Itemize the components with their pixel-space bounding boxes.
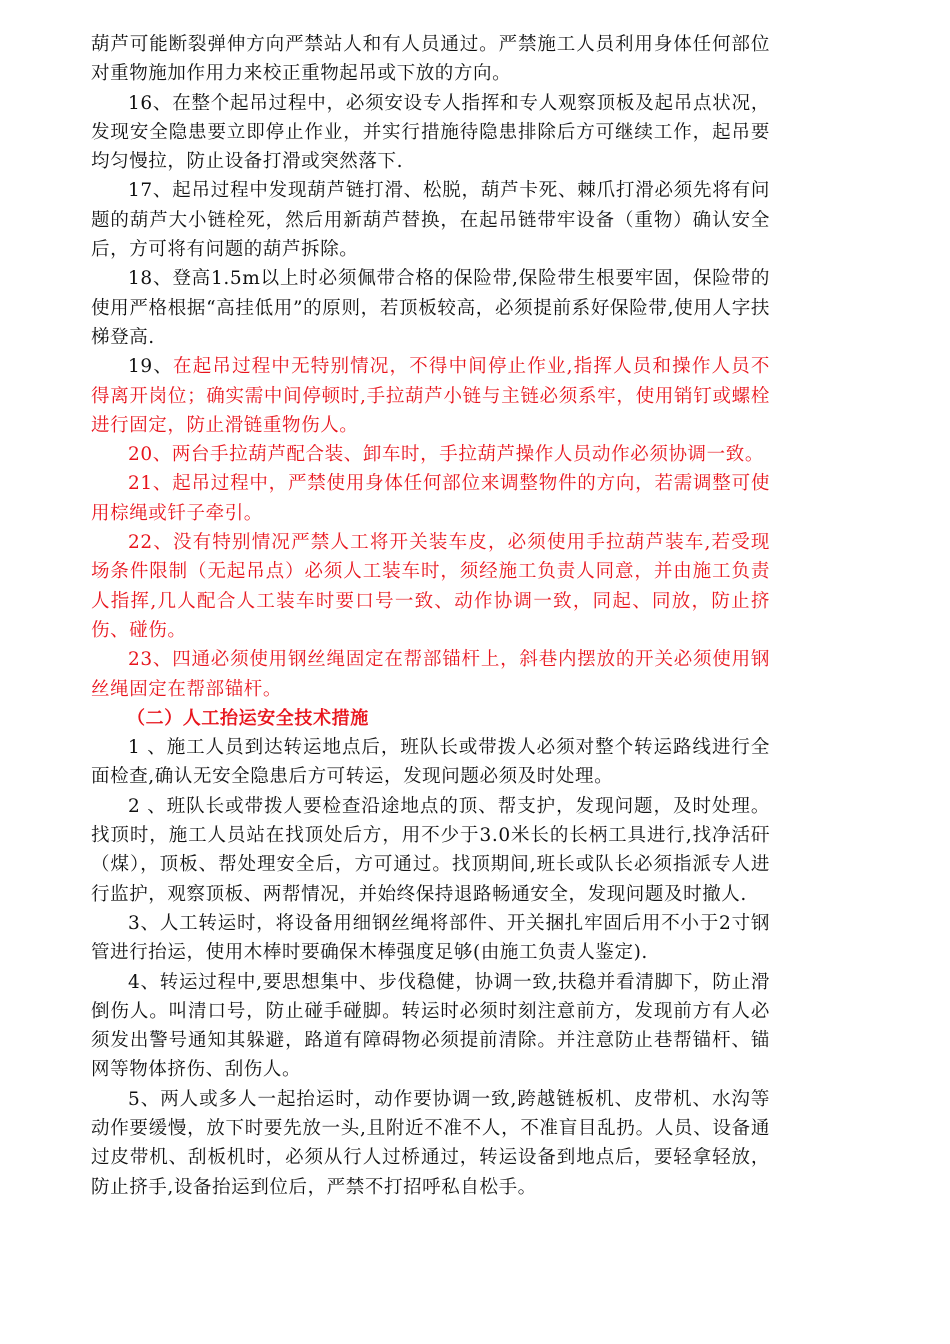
paragraph-item-16: 16、在整个起吊过程中，必须安设专人指挥和专人观察顶板及起吊点状况，发现安全隐患要立即停止作业，并实行措施待隐患排除后方可继续工作，起吊要均匀慢拉，防止设备打滑或突然落下. bbox=[91, 92, 770, 173]
paragraph-item-19 bbox=[91, 352, 770, 440]
document-page bbox=[91, 30, 770, 1202]
paragraph-item-23: 23、四通必须使用钢丝绳固定在帮部锚杆上，斜巷内摆放的开关必须使用钢丝绳固定在帮部锚杆。 bbox=[91, 649, 770, 700]
paragraph-item-17: 17、起吊过程中发现葫芦链打滑、松脱，葫芦卡死、棘爪打滑必须先将有问题的葫芦大小链栓死，然后用新葫芦替换，在起吊链带牢设备（重物）确认安全后，方可将有问题的葫芦拆除。 bbox=[91, 180, 770, 261]
paragraph-item-20: 20、两台手拉葫芦配合装、卸车时，手拉葫芦操作人员动作必须协调一致。 bbox=[128, 444, 764, 466]
paragraph-transport-1: 1 、施工人员到达转运地点后，班队长或带拨人必须对整个转运路线进行全面检查,确认无安全隐患后方可转运，发现问题必须及时处理。 bbox=[91, 737, 770, 788]
paragraph-transport-3: 3、人工转运时，将设备用细钢丝绳将部件、开关捆扎牢固后用不小于2寸钢管进行抬运，使用木棒时要确保木棒强度足够(由施工负责人鉴定). bbox=[91, 912, 770, 964]
paragraph-transport-5: 5、两人或多人一起抬运时，动作要协调一致,跨越链板机、皮带机、水沟等动作要缓慢，放下时要先放一头,且附近不准不人，不准盲目乱扔。人员、设备通过皮带机、刮板机时，必须从行人过桥通过，转运设备到地点后，要轻拿轻放，防止挤手,设备抬运到位后，严禁不打招呼私自松手。 bbox=[91, 1088, 770, 1198]
paragraph-item-22: 22、没有特别情况严禁人工将开关装车皮，必须使用手拉葫芦装车,若受现场条件限制（无起吊点）必须人工装车时，须经施工负责人同意，并由施工负责人指挥,几人配合人工装车时要口号一致、动作协调一致，同起、同放，防止挤伤、碰伤。 bbox=[91, 532, 770, 641]
paragraph-transport-4: 4、转运过程中,要思想集中、步伐稳健，协调一致,扶稳并看清脚下，防止滑倒伤人。叫清口号，防止碰手碰脚。转运时必须时刻注意前方，发现前方有人必须发出警号通知其躲避，路道有障碍物必须提前清除。并注意防止巷帮锚杆、锚网等物体挤伤、刮伤人。 bbox=[91, 971, 770, 1081]
paragraph-hoist-continued: 葫芦可能断裂弹伸方向严禁站人和有人员通过。严禁施工人员利用身体任何部位对重物施加作用力来校正重物起吊或下放的方向。 bbox=[91, 34, 770, 85]
section-heading: （二）人工抬运安全技术措施 bbox=[127, 707, 369, 729]
paragraph-item-18: 18、登高1.5m以上时必须佩带合格的保险带,保险带生根要牢固，保险带的使用严格根据“高挂低用”的原则，若顶板较高，必须提前系好保险带,使用人字扶梯登高. bbox=[91, 268, 770, 348]
paragraph-transport-2: 2 、班队长或带拨人要检查沿途地点的顶、帮支护，发现问题，及时处理。找顶时，施工人员站在找顶处后方，用不少于3.0米长的长柄工具进行,找净活矸（煤），顶板、帮处理安全后，方可通过。找顶期间,班长或队长必须指派专人进行监护，观察顶板、两帮情况，并始终保持退路畅通安全，发现问题及时撤人. bbox=[91, 795, 770, 905]
paragraph-item-21: 21、起吊过程中，严禁使用身体任何部位来调整物件的方向，若需调整可使用棕绳或钎子牵引。 bbox=[91, 473, 770, 524]
item-19-number: 19、 bbox=[128, 356, 174, 378]
item-19-text: 在起吊过程中无特别情况，不得中间停止作业,指挥人员和操作人员不得离开岗位；确实需中间停顿时,手拉葫芦小链与主链必须系牢，使用销钉或螺栓进行固定，防止滑链重物伤人。 bbox=[91, 356, 771, 436]
